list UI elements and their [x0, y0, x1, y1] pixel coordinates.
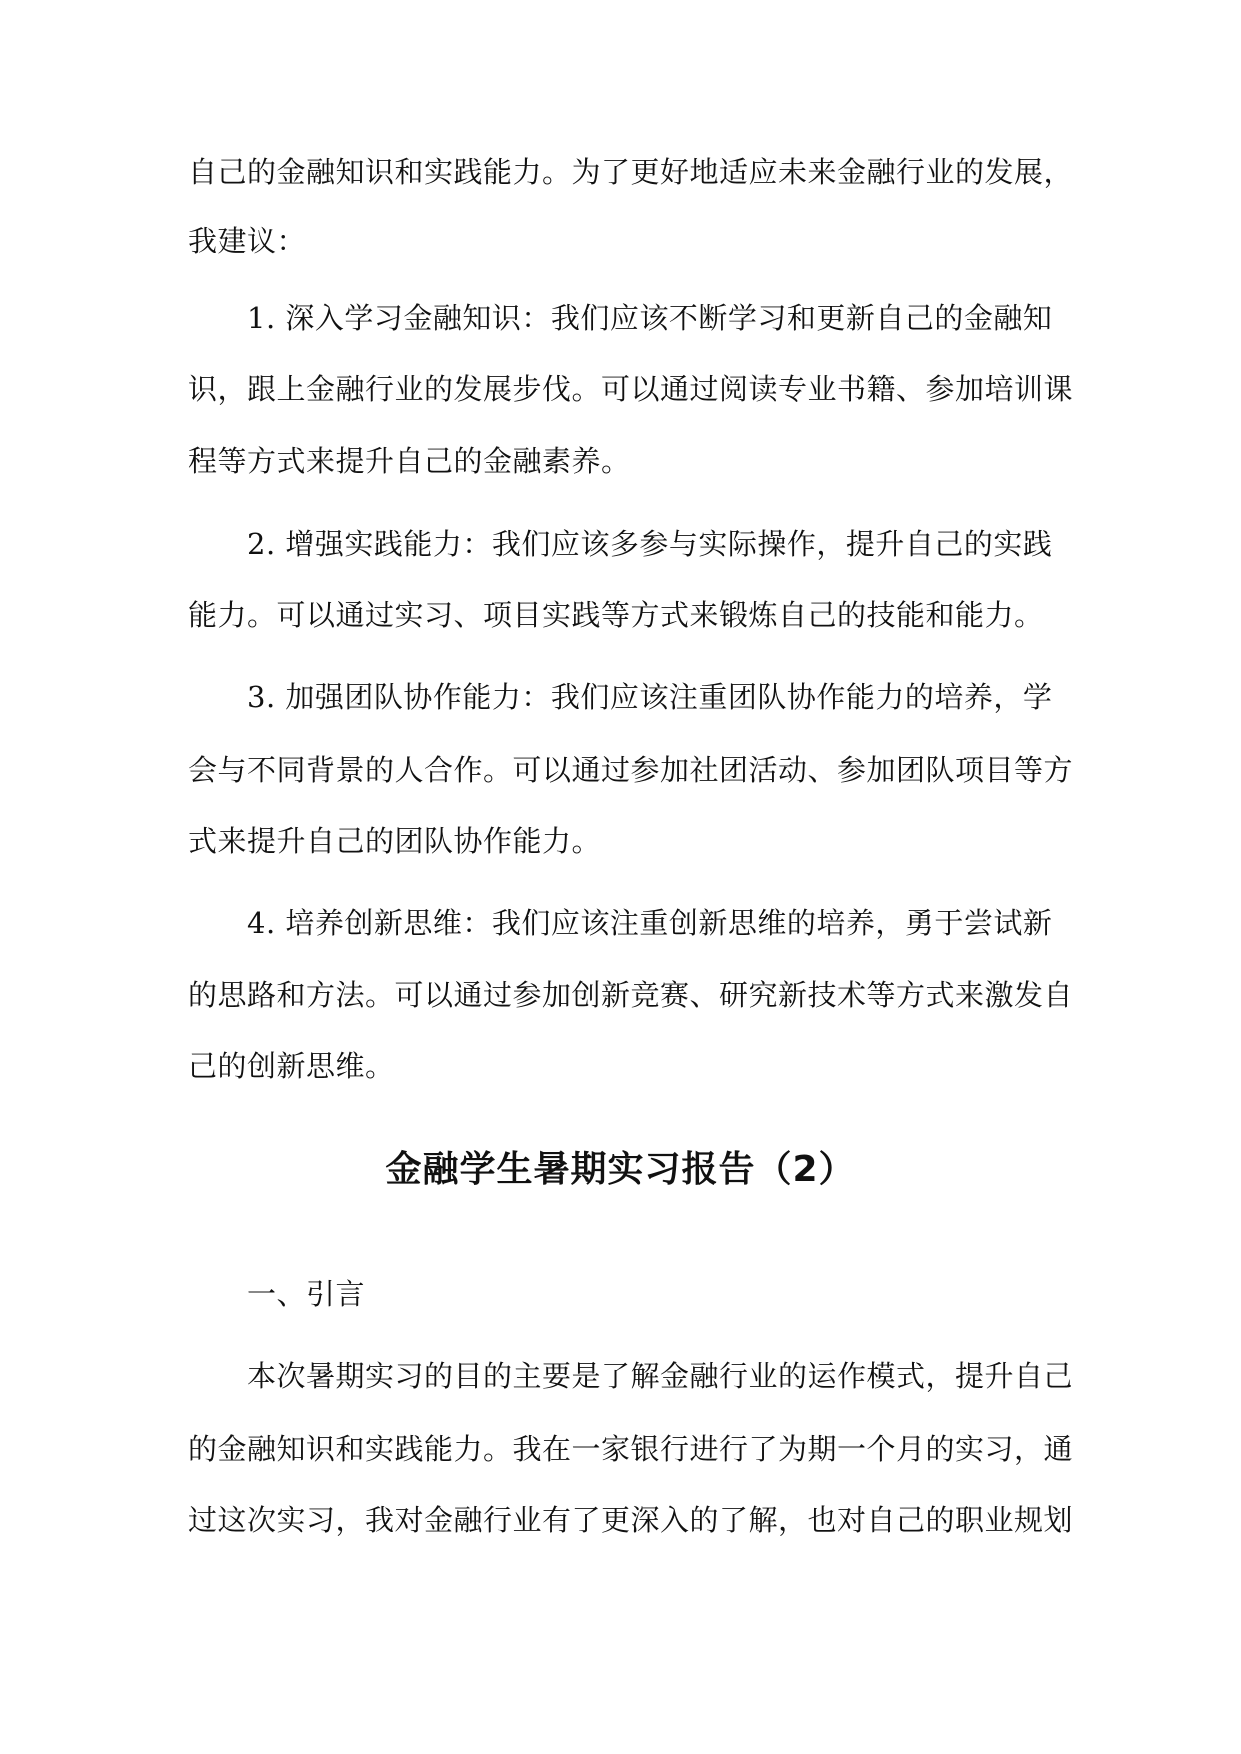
list-item-4-line: 4. 培养创新思维：我们应该注重创新思维的培养，勇于尝试新: [247, 906, 1053, 940]
paragraph-line: 我建议：: [188, 224, 307, 258]
list-item-1-line: 识，跟上金融行业的发展步伐。可以通过阅读专业书籍、参加培训课: [188, 372, 1074, 406]
paragraph-line: 的金融知识和实践能力。我在一家银行进行了为期一个月的实习，通: [188, 1432, 1074, 1466]
list-item-4-line: 的思路和方法。可以通过参加创新竞赛、研究新技术等方式来激发自: [188, 978, 1074, 1012]
paragraph-line: 自己的金融知识和实践能力。为了更好地适应未来金融行业的发展，: [188, 155, 1074, 189]
list-item-2-line: 2. 增强实践能力：我们应该多参与实际操作，提升自己的实践: [247, 527, 1053, 561]
list-item-2-line: 能力。可以通过实习、项目实践等方式来锻炼自己的技能和能力。: [188, 598, 1044, 632]
list-item-3-line: 会与不同背景的人合作。可以通过参加社团活动、参加团队项目等方: [188, 753, 1074, 787]
subsection-heading: 一、引言: [247, 1277, 366, 1311]
paragraph-line: 本次暑期实习的目的主要是了解金融行业的运作模式，提升自己: [247, 1359, 1074, 1393]
section-title: 金融学生暑期实习报告（2）: [385, 1149, 856, 1190]
list-item-1-line: 1. 深入学习金融知识：我们应该不断学习和更新自己的金融知: [247, 301, 1053, 335]
list-item-4-line: 己的创新思维。: [188, 1049, 395, 1083]
paragraph-line: 过这次实习，我对金融行业有了更深入的了解，也对自己的职业规划: [188, 1503, 1074, 1537]
list-item-3-line: 式来提升自己的团队协作能力。: [188, 824, 602, 858]
list-item-3-line: 3. 加强团队协作能力：我们应该注重团队协作能力的培养，学: [247, 680, 1053, 714]
list-item-1-line: 程等方式来提升自己的金融素养。: [188, 444, 631, 478]
